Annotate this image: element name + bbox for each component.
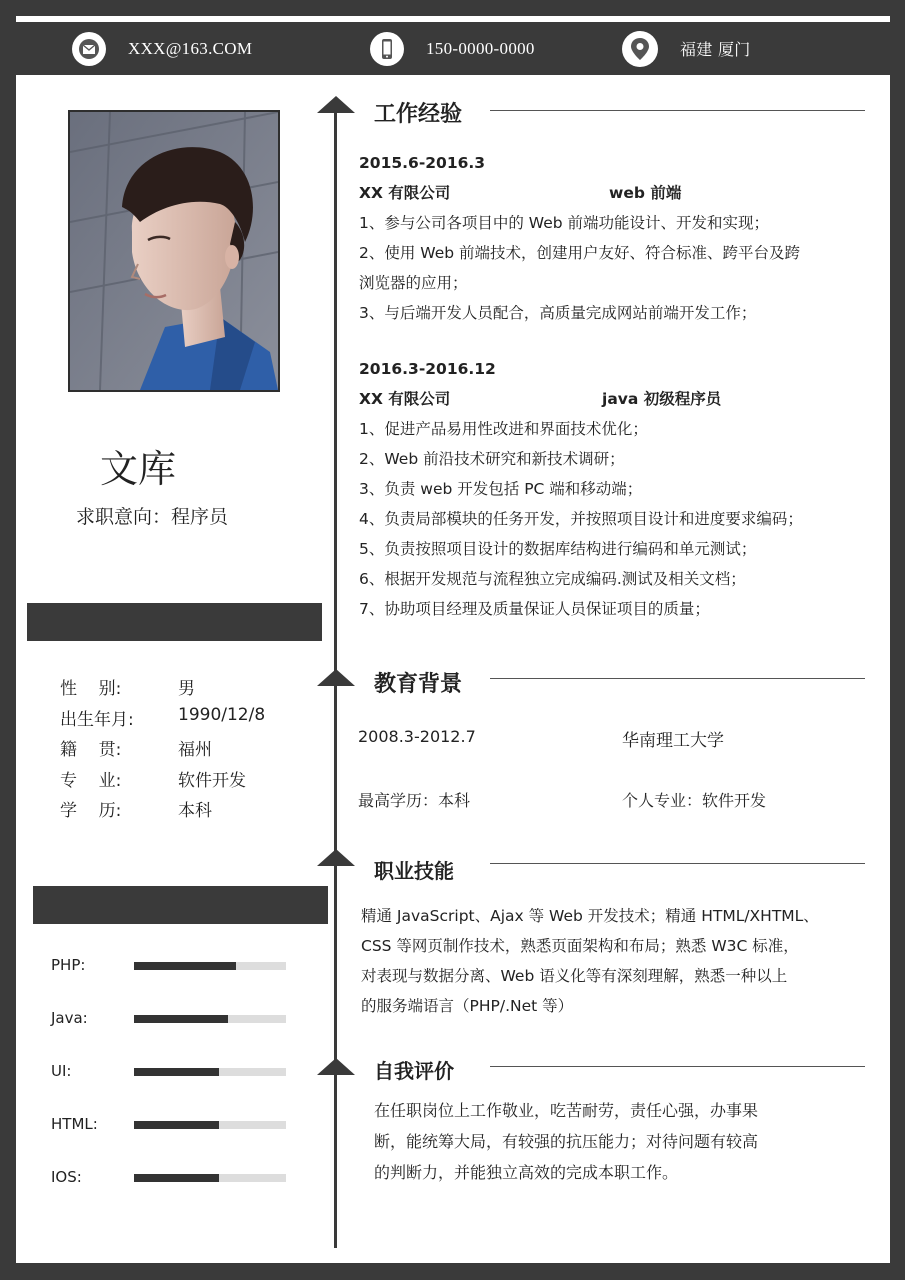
info-value: 福州 [178,740,212,760]
candidate-name: 文库 [100,447,177,491]
timeline-marker [317,669,355,686]
info-row-education [60,796,265,827]
job-period: 2016.3-2016.12 [359,360,496,378]
location-text: 福建 厦门 [680,40,751,59]
skill-fill [134,1015,228,1023]
skill-track [134,962,286,970]
skills-header-bar [33,886,328,924]
info-label: 籍 贯: [60,740,122,760]
education-period: 2008.3-2012.7 [358,727,476,746]
job-duty: 3、与后端开发人员配合，高质量完成网站前端开发工作； [359,304,757,322]
section-title-education: 教育背景 [374,672,463,697]
section-divider [490,110,865,111]
contact-phone [370,22,535,75]
job-duty: 2、Web 前沿技术研究和新技术调研； [359,450,625,468]
timeline-marker [317,1058,355,1075]
education-degree: 最高学历：本科 [358,791,471,810]
skill-track [134,1121,286,1129]
section-divider [490,678,865,679]
email-text: XXX@163.COM [128,38,253,58]
skill-name: Java: [51,1009,88,1027]
info-label: 学 历: [60,801,122,821]
job-duty: 7、协助项目经理及质量保证人员保证项目的质量； [359,600,710,618]
info-value: 男 [178,679,195,699]
job-duty: 5、负责按照项目设计的数据库结构进行编码和单元测试； [359,540,757,558]
section-divider [490,1066,865,1067]
section-title-work: 工作经验 [374,102,463,127]
section-title-skills: 职业技能 [374,859,454,883]
job-duty: 4、负责局部模块的任务开发，并按照项目设计和进度要求编码； [359,510,803,528]
timeline-marker [317,96,355,113]
job-duty: 1、参与公司各项目中的 Web 前端功能设计、开发和实现； [359,214,770,232]
self-eval-line: 的判断力，并能独立高效的完成本职工作。 [374,1163,679,1182]
self-eval-line: 断，能统筹大局，有较强的抗压能力；对待问题有较高 [374,1132,759,1151]
skill-fill [134,1174,219,1182]
skill-name: PHP: [51,956,86,974]
skill-track [134,1015,286,1023]
info-row-major [60,766,265,797]
education-major: 个人专业：软件开发 [622,791,767,810]
skill-fill [134,962,236,970]
job-entry [359,148,800,328]
job-header [359,178,800,208]
job-header [359,384,803,414]
skills-description [361,901,819,1021]
timeline-marker [317,849,355,866]
skill-name: IOS: [51,1168,82,1186]
contact-location [622,22,751,75]
skills-line: 精通 JavaScript、Ajax 等 Web 开发技术；精通 HTML/XHTML、 [361,907,819,925]
self-eval-line: 在任职岗位上工作敬业，吃苦耐劳，责任心强，办事果 [374,1101,759,1120]
skill-fill [134,1121,219,1129]
phone-text: 150-0000-0000 [426,38,535,58]
job-duty: 2、使用 Web 前端技术，创建用户友好、符合标准、跨平台及跨 [359,244,801,262]
section-title-self-eval: 自我评价 [374,1059,454,1083]
skill-name: UI: [51,1062,72,1080]
info-label: 出生年月: [60,709,134,730]
info-row-gender [60,674,265,705]
skills-line: 的服务端语言（PHP/.Net 等） [361,997,574,1015]
job-company: XX 有限公司 [359,184,451,202]
personal-info [60,674,265,827]
section-divider [490,863,865,864]
self-eval-text [374,1095,758,1188]
education-school: 华南理工大学 [622,731,724,751]
skills-line: CSS 等网页制作技术，熟悉页面架构和布局；熟悉 W3C 标准， [361,937,799,955]
skill-name: HTML: [51,1115,98,1133]
info-value: 1990/12/8 [178,704,266,725]
info-value: 软件开发 [178,770,246,791]
info-row-hometown [60,735,265,766]
job-company: XX 有限公司 [359,390,451,408]
info-row-birth [60,705,265,736]
job-role: java 初级程序员 [602,390,722,408]
job-period: 2015.6-2016.3 [359,154,486,172]
location-icon [622,31,658,67]
phone-icon [370,32,404,66]
skills-line: 对表现与数据分离、Web 语义化等有深刻理解，熟悉一种以上 [361,967,788,985]
profile-photo [68,110,280,392]
info-value: 本科 [178,801,212,821]
job-role: web 前端 [609,184,682,202]
personal-info-header-bar [27,603,322,641]
job-duty: 浏览器的应用； [359,274,468,292]
job-entry [359,354,803,624]
job-intent: 求职意向：程序员 [76,506,229,528]
job-duty: 6、根据开发规范与流程独立完成编码.测试及相关文档； [359,570,746,588]
info-label: 性 别: [60,679,122,699]
job-duty: 3、负责 web 开发包括 PC 端和移动端； [359,480,643,498]
skill-track [134,1174,286,1182]
contact-email [72,22,252,75]
job-duty: 1、促进产品易用性改进和界面技术优化； [359,420,648,438]
info-label: 专 业: [60,770,122,791]
skill-track [134,1068,286,1076]
contact-bar [16,22,890,75]
skill-fill [134,1068,219,1076]
email-icon [72,32,106,66]
